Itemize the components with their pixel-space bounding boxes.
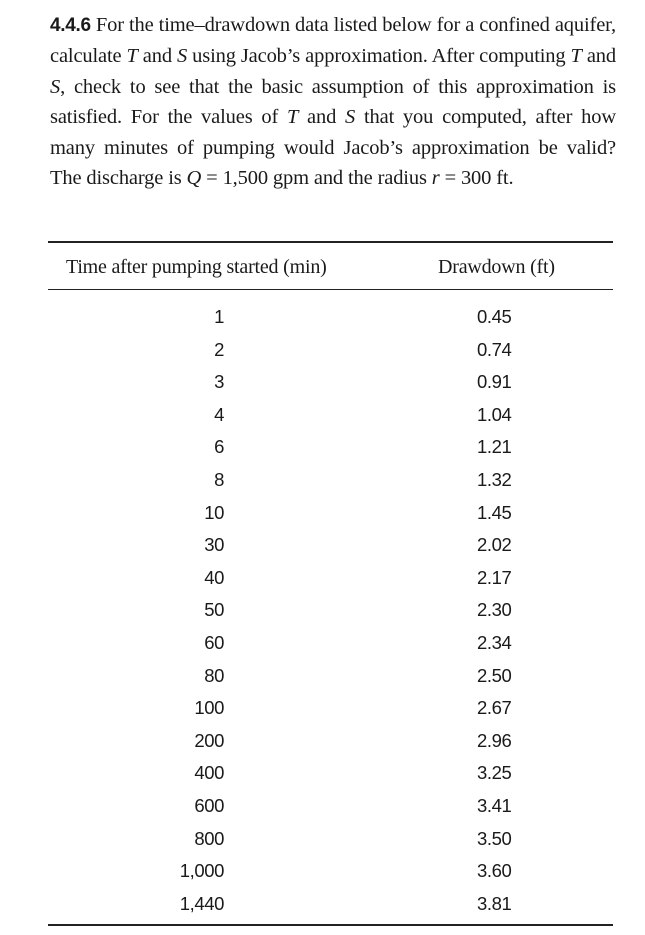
time-cell: 100 [194,697,224,719]
table-row [0,663,645,696]
symbol-discharge: Q [186,167,202,190]
table-row [0,597,645,630]
drawdown-cell: 0.91 [477,371,512,393]
time-cell: 4 [214,403,224,425]
table-row [0,500,645,533]
time-cell: 1 [214,306,224,327]
table-row [0,728,645,761]
drawdown-cell: 1.45 [477,501,512,523]
problem-text: using Jacob’s approximation. After computing [187,45,571,68]
problem-number: 4.4.6 [50,15,91,36]
time-cell: 600 [194,794,224,816]
table-row [0,434,645,467]
drawdown-cell: 2.50 [477,664,512,686]
drawdown-cell: 1.21 [477,436,512,458]
drawdown-cell: 2.67 [477,697,512,719]
symbol-transmissivity: T [126,45,138,68]
time-cell: 30 [204,534,224,556]
problem-text: and [298,106,346,129]
drawdown-cell: 0.74 [477,338,512,360]
symbol-transmissivity: T [286,106,299,129]
table-row [0,695,645,728]
time-cell: 1,000 [179,860,224,882]
table-top-rule [48,241,613,243]
time-cell: 400 [194,762,224,784]
time-cell: 1,440 [179,892,224,914]
time-cell: 3 [214,371,224,393]
problem-text: = 1,500 gpm and the radius [201,167,432,190]
table-row [0,467,645,500]
table-row [0,891,645,924]
table-bottom-rule [48,924,613,926]
table-row [0,337,645,370]
table-row [0,369,645,402]
drawdown-cell: 2.17 [477,566,512,588]
table-row [0,858,645,891]
drawdown-cell: 1.32 [477,468,512,490]
table-body [0,304,645,923]
problem-text: that you computed, after how many minutes of pumping would Jacob’s approximation be valid? The discharge is [50,106,616,190]
time-cell: 50 [204,599,224,621]
time-cell: 60 [204,631,224,653]
table-row [0,793,645,826]
problem-text: For the time–drawdown data listed below for a confined aquifer, calculate [50,14,616,68]
drawdown-cell: 2.02 [477,534,512,556]
table-row [0,304,645,337]
table-row [0,630,645,663]
table-row [0,565,645,598]
time-cell: 2 [214,338,224,360]
problem-text: , check to see that the basic assumption of this approximation is satisfied. For the values of [50,75,616,129]
symbol-storativity: S [50,75,61,98]
drawdown-cell: 2.34 [477,631,512,653]
drawdown-cell: 3.25 [477,762,512,784]
problem-text: and [137,45,177,68]
drawdown-cell: 0.45 [477,306,512,327]
header-drawdown: Drawdown (ft) [438,256,555,278]
table-header-rule [48,289,613,290]
time-cell: 800 [194,827,224,849]
drawdown-cell: 2.30 [477,599,512,621]
table-row [0,532,645,565]
symbol-storativity: S [177,45,188,68]
drawdown-cell: 2.96 [477,729,512,751]
drawdown-cell: 3.50 [477,827,512,849]
table-row [0,760,645,793]
drawdown-cell: 1.04 [477,403,512,425]
symbol-transmissivity: T [570,45,582,68]
time-cell: 200 [194,729,224,751]
time-cell: 10 [204,501,224,523]
time-cell: 8 [214,468,224,490]
drawdown-cell: 3.81 [477,892,512,914]
symbol-radius: r [431,167,440,190]
problem-text: and [581,45,616,68]
symbol-storativity: S [345,106,356,129]
drawdown-cell: 3.60 [477,860,512,882]
problem-text: = 300 ft. [439,167,514,190]
time-cell: 6 [214,436,224,458]
header-time: Time after pumping started (min) [66,256,327,278]
drawdown-cell: 3.41 [477,794,512,816]
problem-statement [50,10,616,193]
time-cell: 80 [204,664,224,686]
table-row [0,826,645,859]
table-row [0,402,645,435]
time-cell: 40 [204,566,224,588]
